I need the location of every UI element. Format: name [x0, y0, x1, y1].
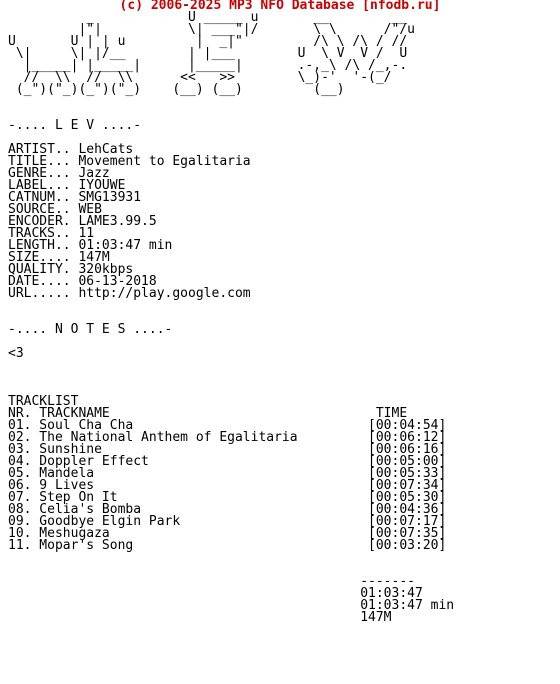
- track-row: 05. Mandela [00:05:33]: [8, 466, 447, 481]
- track-row: 03. Sunshine [00:06:16]: [8, 442, 447, 457]
- notes-text: <3: [8, 346, 24, 361]
- info-row-url: URL..... http://play.google.com: [8, 286, 251, 301]
- info-row-source: SOURCE.. WEB: [8, 202, 102, 217]
- track-row: 10. Meshugaza [00:07:35]: [8, 526, 447, 541]
- spacer: [8, 300, 552, 312]
- info-row-genre: GENRE... Jazz: [8, 166, 110, 181]
- info-row-artist: ARTIST.. LehCats: [8, 142, 134, 157]
- track-row: 06. 9 Lives [00:07:34]: [8, 478, 447, 493]
- section-heading-notes: -.... N O T E S ....-: [8, 322, 173, 337]
- info-row-length: LENGTH.. 01:03:47 min: [8, 238, 173, 253]
- ascii-line: (_")("_)(_")("_) (__) (__) (__): [8, 82, 345, 97]
- spacer: [8, 384, 552, 396]
- spacer: [8, 336, 552, 348]
- info-row-title: TITLE... Movement to Egalitaria: [8, 154, 251, 169]
- nfo-content: [8, 12, 552, 624]
- track-row: 01. Soul Cha Cha [00:04:54]: [8, 418, 447, 433]
- ascii-line: // \\ // \\ << >> \_)-' '-(_/: [8, 70, 392, 85]
- totals-divider: -------: [8, 574, 415, 589]
- tracklist-header: NR. TRACKNAME TIME: [8, 406, 408, 421]
- ascii-logo: [8, 12, 552, 96]
- spacer: [8, 372, 552, 384]
- spacer: [8, 360, 552, 372]
- totals-size: 147M: [8, 610, 392, 625]
- ascii-line: |"| \| ___"|/ \ \ /"/u: [8, 22, 415, 37]
- info-row-date: DATE.... 06-13-2018: [8, 274, 157, 289]
- track-row: 07. Step On It [00:05:30]: [8, 490, 447, 505]
- track-row: 09. Goodbye Elgin Park [00:07:17]: [8, 514, 447, 529]
- track-row: 11. Mopar's Song [00:03:20]: [8, 538, 447, 553]
- section-heading-lev: -.... L E V ....-: [8, 118, 142, 133]
- ascii-line: |_____| |_____| |_____| .-,_\ /\ /_,-.: [8, 58, 408, 73]
- info-row-tracks: TRACKS.. 11: [8, 226, 95, 241]
- site-header: (c) 2006-2025 MP3 NFO Database [nfodb.ru]: [119, 0, 441, 13]
- totals-length: 01:03:47 min: [8, 598, 455, 613]
- track-row: 02. The National Anthem of Egalitaria [00:06:12]: [8, 430, 447, 445]
- info-row-quality: QUALITY. 320kbps: [8, 262, 134, 277]
- spacer: [8, 96, 552, 108]
- tracklist-title: TRACKLIST: [8, 394, 79, 409]
- ascii-line: \| \| |/__ | |___ U \ V V / U: [8, 46, 408, 61]
- info-row-catnum: CATNUM.. SMG13931: [8, 190, 142, 205]
- ascii-line: U U | | u | _|" /\ \ /\ / //: [8, 34, 408, 49]
- info-row-label: LABEL... IYOUWE: [8, 178, 126, 193]
- spacer: [8, 552, 552, 564]
- info-row-encoder: ENCODER. LAME3.99.5: [8, 214, 157, 229]
- track-row: 08. Celia's Bomba [00:04:36]: [8, 502, 447, 517]
- totals-time: 01:03:47: [8, 586, 423, 601]
- info-row-size: SIZE.... 147M: [8, 250, 110, 265]
- ascii-line: _ U _____ u __ __: [8, 10, 408, 25]
- track-row: 04. Doppler Effect [00:05:00]: [8, 454, 447, 469]
